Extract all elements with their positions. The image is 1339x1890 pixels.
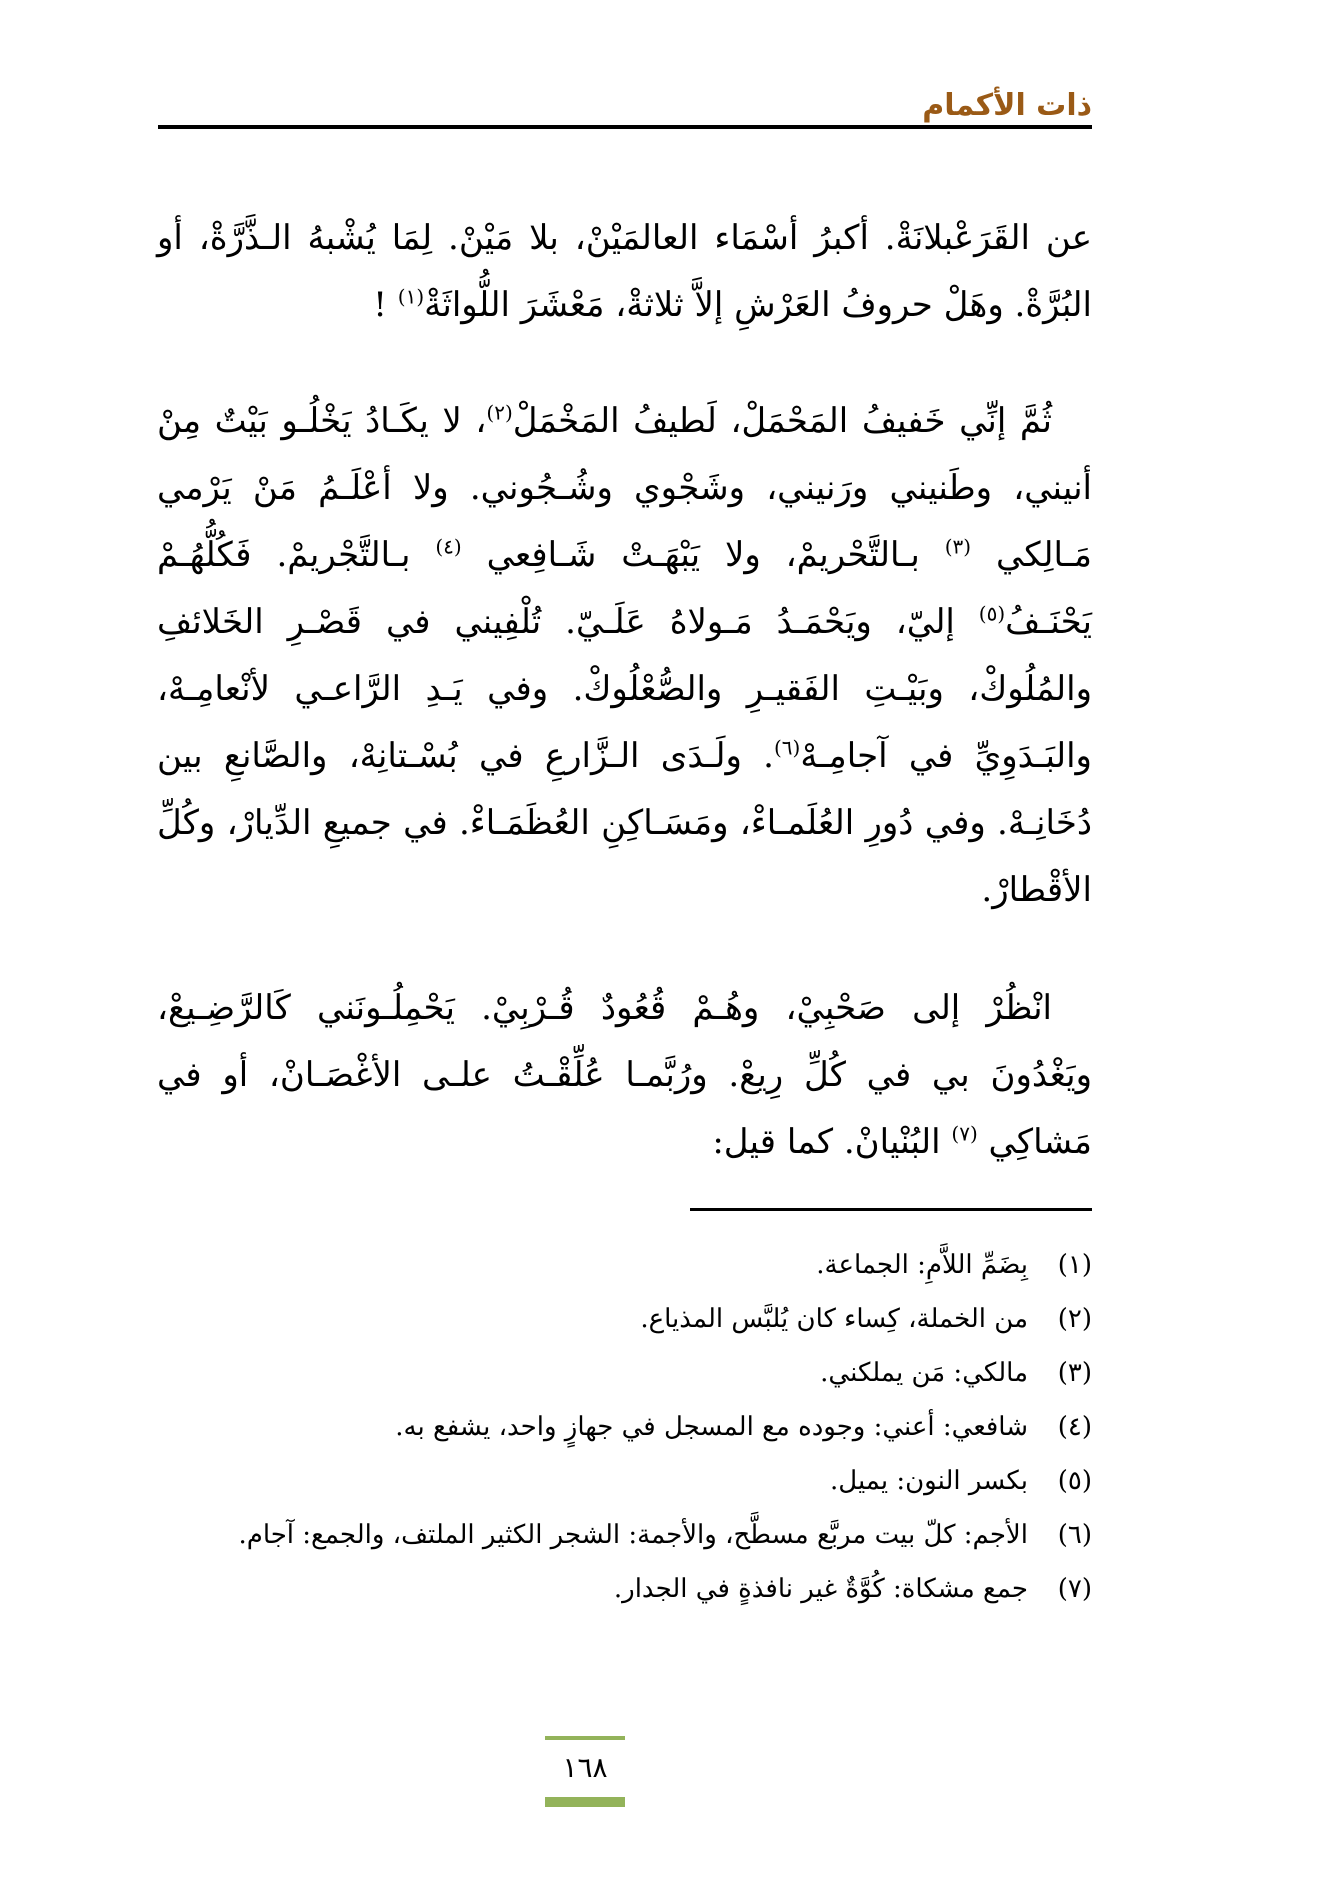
- footnote-7: [157, 1562, 1092, 1616]
- text-run: بـالتَّحْريمْ، ولا يَبْهَـتْ شَـافِعي: [461, 535, 945, 575]
- footnote-text: جمع مشكاة: كُوَّةٌ غير نافذةٍ في الجدار.: [613, 1574, 1028, 1604]
- footnote-ref-2[interactable]: (٢): [486, 400, 513, 425]
- footnote-number: (٧): [1057, 1574, 1092, 1604]
- text-run: إليّ، ويَحْمَـدُ مَـولاهُ عَلَـيّ. تُلْفِيني في قَصْـرِ الخَلائفِ والمُلُوكْ، وبَيْـتِ الفَقيـرِ والصُّعْلُوكْ. وفي يَـدِ الرَّاعـي لأنْعامِـهْ، والبَـدَوِيِّ في آجامِـهْ: [157, 602, 1092, 776]
- text-run: ، لا يكَـادُ يَخْلُـو بَيْتٌ مِنْ أنيني، وطَنيني ورَنيني، وشَجْوي وشُـجُوني. ولا أعْلَـمُ مَنْ يَرْمي مَـالِكي: [157, 401, 1092, 575]
- footnote-number: (١): [1057, 1250, 1092, 1280]
- footnote-text: الأجم: كلّ بيت مربَّع مسطَّح، والأجمة: الشجر الكثير الملتف، والجمع: آجام.: [238, 1520, 1028, 1550]
- text-run: بـالتَّجْريمْ. فَكُلُّهُـمْ يَحْنَـفُ: [157, 535, 1092, 642]
- footnote-ref-5[interactable]: (٥): [978, 601, 1006, 626]
- footnote-text: بكسر النون: يميل.: [829, 1466, 1028, 1496]
- text-run: . ولَـدَى الـزَّارعِ في بُسْـتانِهْ، والصَّانعِ بين دُخَانِـهْ. وفي دُورِ العُلَمـاءْ، ومَسَـاكِنِ العُظَمَـاءْ. في جميعِ الدِّيارْ، وكُلِّ الأقْطارْ.: [157, 736, 1092, 910]
- text-run: انْظُرْ إلى صَحْبِيْ، وهُـمْ قُعُودٌ قُـرْبِيْ. يَحْمِلُـونَني كَالرَّضِـيعْ، ويَغْدُونَ بي في كُلِّ رِيعْ. ورُبَّمـا عُلِّقْـتُ علـى الأغْصَـانْ، أو في مَشاكِي: [157, 988, 1092, 1162]
- footnote-text: شافعي: أعني: وجوده مع المسجل في جهازٍ واحد، يشفع به.: [395, 1412, 1028, 1442]
- text-run: عن القَرَعْبلانَةْ. أكبرُ أسْمَاء العالمَيْنْ، بلا مَيْنْ. لِمَا يُشْبهُ الـذَّرَّةْ، أو البُرَّةْ. وهَلْ حروفُ العَرْشِ إلاَّ ثلاثةْ، مَعْشَرَ اللُّواثَةْ: [157, 218, 1092, 325]
- footnote-ref-3[interactable]: (٣): [944, 534, 972, 559]
- header-rule: [158, 125, 1092, 129]
- paragraph-text: [157, 388, 1092, 924]
- page-number: ١٦٨: [562, 1751, 608, 1784]
- paragraph-2: [157, 388, 1092, 924]
- footnote-ref-6[interactable]: (٦): [773, 735, 801, 760]
- footnote-ref-7[interactable]: (٧): [951, 1121, 978, 1146]
- footnote-ref-4[interactable]: (٤): [435, 534, 462, 559]
- footnote-text: مالكي: مَن يملكني.: [820, 1358, 1028, 1388]
- footnote-number: (٦): [1057, 1520, 1092, 1550]
- footnote-5: [157, 1454, 1092, 1508]
- footnote-number: (٣): [1057, 1358, 1092, 1388]
- footnote-number: (٢): [1057, 1304, 1092, 1334]
- footnote-1: [157, 1238, 1092, 1292]
- paragraph-3: [157, 975, 1092, 1176]
- paragraph-1: [157, 205, 1092, 339]
- footnote-number: (٥): [1057, 1466, 1092, 1496]
- footnote-4: [157, 1400, 1092, 1454]
- footnote-2: [157, 1292, 1092, 1346]
- footnote-ref-1[interactable]: (١): [397, 284, 425, 309]
- running-title: ذات الأكمام: [922, 88, 1092, 123]
- footnote-number: (٤): [1057, 1412, 1092, 1442]
- footnote-text: من الخملة، كِساء كان يُلبَّس المذياع.: [640, 1304, 1028, 1334]
- paragraph-text: [157, 975, 1092, 1176]
- text-run: البُنْيانْ. كما قيل:: [712, 1122, 952, 1162]
- footnote-separator: [690, 1208, 1092, 1211]
- footnotes: [157, 1238, 1092, 1616]
- footnote-text: بِضَمِّ اللاَّمِ: الجماعة.: [816, 1250, 1028, 1280]
- text-run: !: [373, 285, 398, 325]
- footnote-3: [157, 1346, 1092, 1400]
- page-number-bottom-bar: [545, 1797, 625, 1807]
- paragraph-text: [157, 205, 1092, 339]
- text-run: ثُمَّ إنِّي خَفيفُ المَحْمَلْ، لَطيفُ المَخْمَلْ: [512, 401, 1053, 441]
- footnote-6: [157, 1508, 1092, 1562]
- page-number-top-bar: [545, 1736, 625, 1740]
